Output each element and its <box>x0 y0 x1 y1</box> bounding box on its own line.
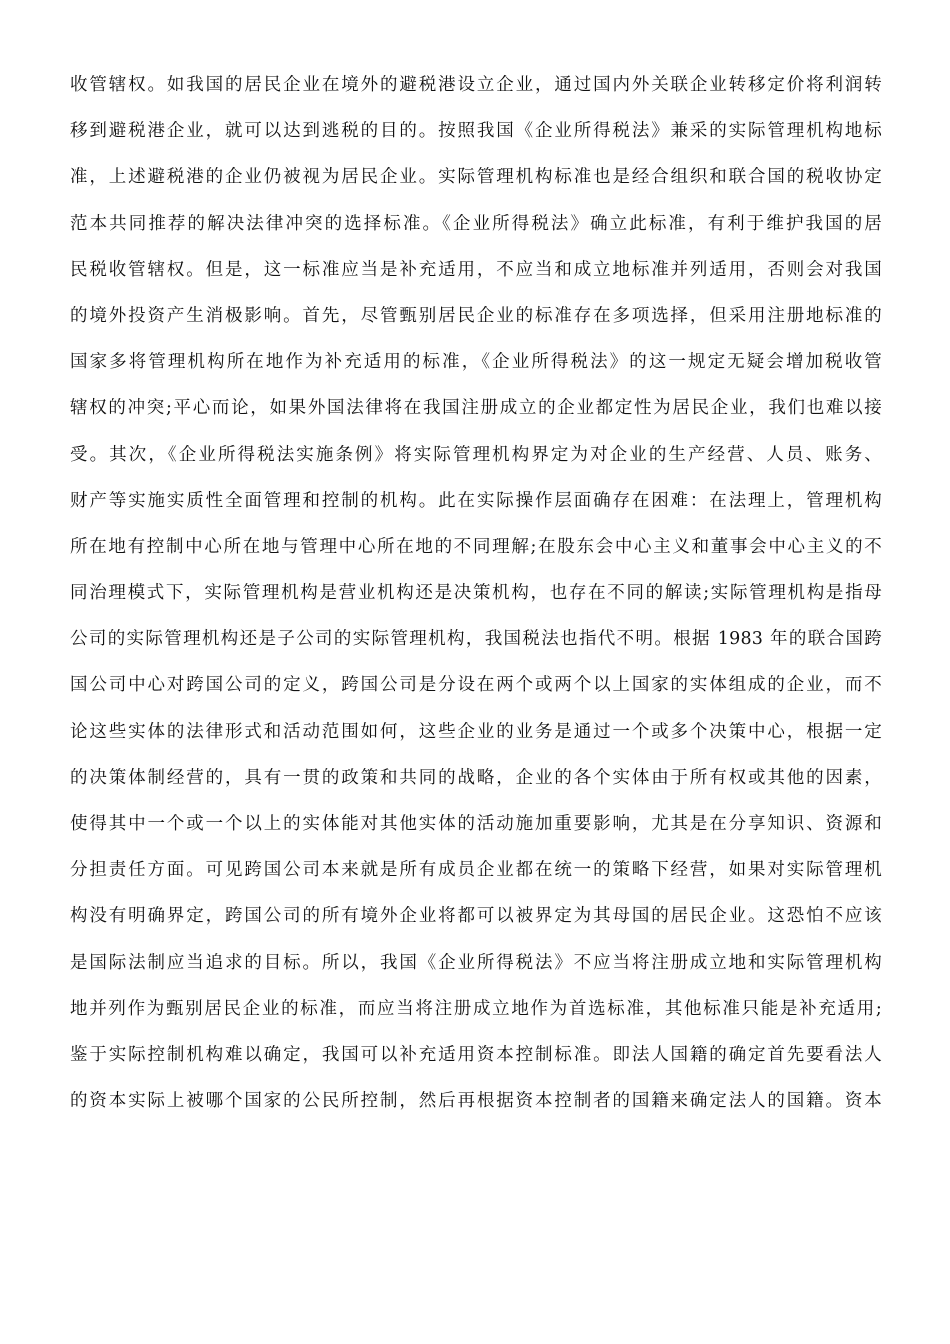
text-line: 地并列作为甄别居民企业的标准，而应当将注册成立地作为首选标准，其他标准只能是补充适用; <box>70 998 882 1019</box>
text-line: 民税收管辖权。但是，这一标准应当是补充适用，不应当和成立地标准并列适用，否则会对我国 <box>70 259 882 280</box>
text-line: 移到避税港企业，就可以达到逃税的目的。按照我国《企业所得税法》兼采的实际管理机构地标 <box>70 121 882 142</box>
text-line: 鉴于实际控制机构难以确定，我国可以补充适用资本控制标准。即法人国籍的确定首先要看法人 <box>70 1044 882 1065</box>
text-line: 财产等实施实质性全面管理和控制的机构。此在实际操作层面确存在困难：在法理上，管理机构 <box>70 490 882 511</box>
text-line: 范本共同推荐的解决法律冲突的选择标准。《企业所得税法》确立此标准，有利于维护我国的居 <box>70 213 882 234</box>
text-line: 使得其中一个或一个以上的实体能对其他实体的活动施加重要影响，尤其是在分享知识、资源和 <box>70 814 882 834</box>
text-line: 国公司中心对跨国公司的定义，跨国公司是分设在两个或两个以上国家的实体组成的企业，而不 <box>70 675 882 696</box>
text-line: 论这些实体的法律形式和活动范围如何，这些企业的业务是通过一个或多个决策中心，根据一定 <box>70 721 882 742</box>
text-line: 构没有明确界定，跨国公司的所有境外企业将都可以被界定为其母国的居民企业。这恐怕不应该 <box>70 906 882 927</box>
text-line: 公司的实际管理机构还是子公司的实际管理机构，我国税法也指代不明。根据 1983 年的联合国跨 <box>70 629 882 650</box>
text-line: 辖权的冲突;平心而论，如果外国法律将在我国注册成立的企业都定性为居民企业，我们也难以接 <box>70 398 882 419</box>
text-line: 是国际法制应当追求的目标。所以，我国《企业所得税法》不应当将注册成立地和实际管理机构 <box>70 952 882 973</box>
text-line: 国家多将管理机构所在地作为补充适用的标准，《企业所得税法》的这一规定无疑会增加税收管 <box>70 352 882 373</box>
text-line: 同治理模式下，实际管理机构是营业机构还是决策机构，也存在不同的解读;实际管理机构是指母 <box>70 583 882 604</box>
text-line: 分担责任方面。可见跨国公司本来就是所有成员企业都在统一的策略下经营，如果对实际管理机 <box>70 860 882 881</box>
text-line: 收管辖权。如我国的居民企业在境外的避税港设立企业，通过国内外关联企业转移定价将利润转 <box>70 75 882 95</box>
text-line: 的资本实际上被哪个国家的公民所控制，然后再根据资本控制者的国籍来确定法人的国籍。资本 <box>70 1091 882 1112</box>
text-line: 所在地有控制中心所在地与管理中心所在地的不同理解;在股东会中心主义和董事会中心主义的不 <box>70 536 882 557</box>
text-line: 的决策体制经营的，具有一贯的政策和共同的战略，企业的各个实体由于所有权或其他的因素， <box>70 767 882 788</box>
text-line: 准，上述避税港的企业仍被视为居民企业。实际管理机构标准也是经合组织和联合国的税收协定 <box>70 167 882 188</box>
text-line: 的境外投资产生消极影响。首先，尽管甄别居民企业的标准存在多项选择，但采用注册地标准的 <box>70 305 882 326</box>
body-text <box>70 72 882 1134</box>
text-line: 受。其次，《企业所得税法实施条例》将实际管理机构界定为对企业的生产经营、人员、账务、 <box>70 444 882 465</box>
